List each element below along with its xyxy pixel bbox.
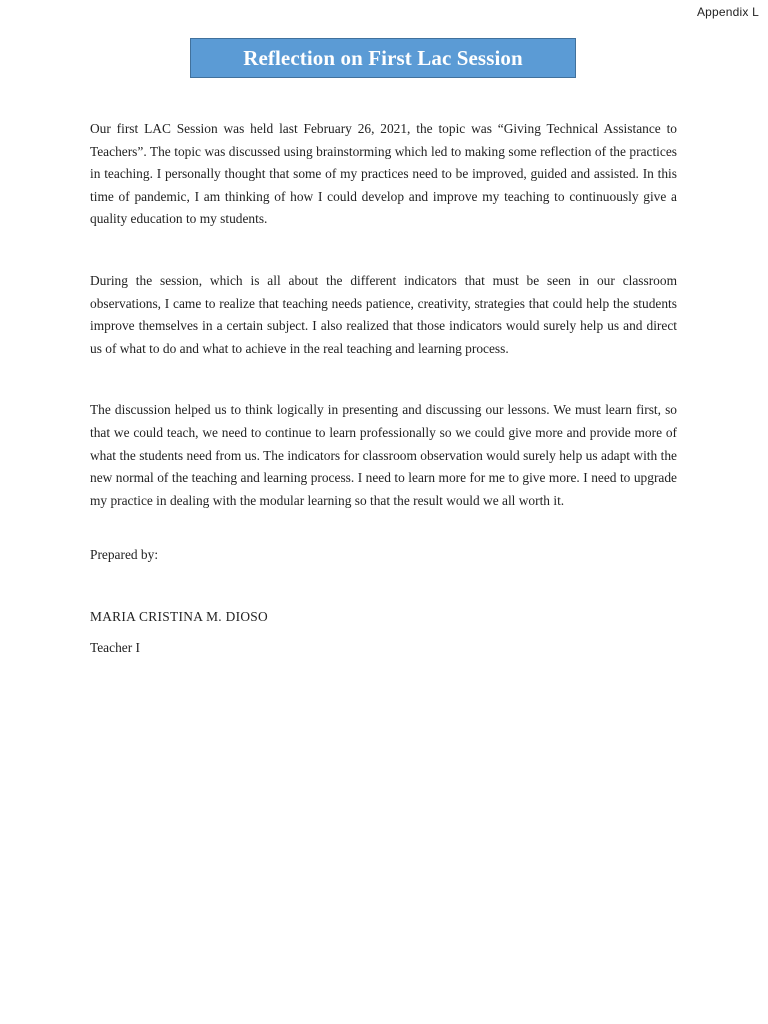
prepared-by-label: Prepared by: [90, 547, 159, 563]
paragraph-2: During the session, which is all about the different indicators that must be seen in our classroom observations, I came to realize that teaching needs patience, creativity, strategies that could help the students improve themselves in a certain subject. I also realized that those indicators would surely help us and direct us of what to do and what to achieve in the real teaching and learning process. [90, 272, 677, 356]
document-body [90, 118, 677, 659]
paragraph-1: Our first LAC Session was held last February 26, 2021, the topic was “Giving Technical Assistance to Teachers”. The topic was discussed using brainstorming which led to making some reflection of the practices in teaching. I personally thought that some of my practices need to be improved, guided and assisted. In this time of pandemic, I am thinking of how I could develop and improve my teaching to continuously give a quality education to my students. [90, 121, 677, 227]
document-title-banner [190, 38, 576, 78]
appendix-label: Appendix L [696, 5, 759, 19]
document-title: Reflection on First Lac Session [243, 45, 523, 70]
author-position: Teacher I [90, 640, 140, 656]
author-name: MARIA CRISTINA M. DIOSO [90, 609, 269, 625]
paragraph-3: The discussion helped us to think logically in presenting and discussing our lessons. We must learn first, so that we could teach, we need to continue to learn professionally so we could give more and provide more of what the students need from us. The indicators for classroom observation would surely help us adapt with the new normal of the teaching and learning process. I need to learn more for me to give more. I need to upgrade my practice in dealing with the modular learning so that the result would we all worth it. [90, 402, 677, 508]
